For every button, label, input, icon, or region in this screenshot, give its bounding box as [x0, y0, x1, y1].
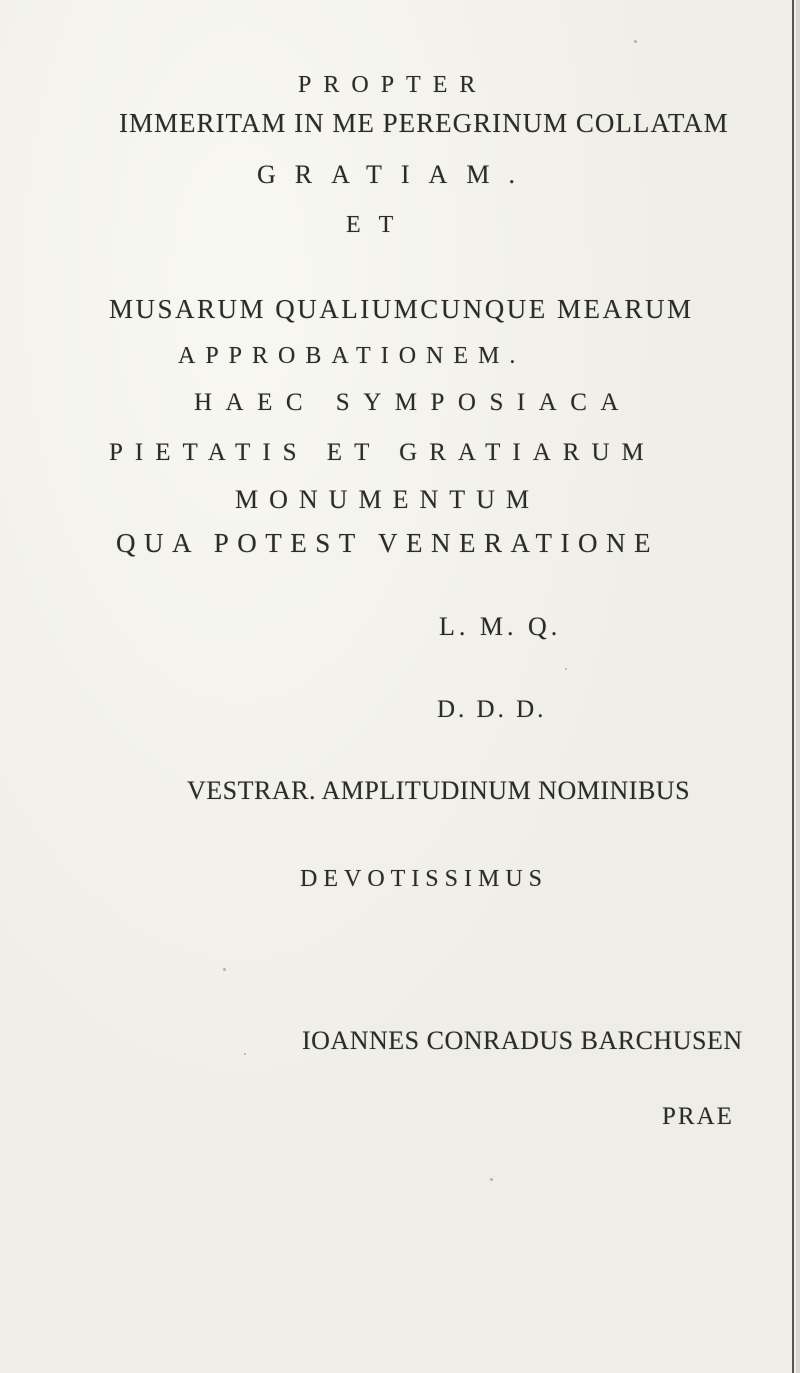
paper-speck — [223, 968, 226, 971]
dedication-line-monumentum: MONUMENTUM — [235, 485, 540, 514]
dedication-line-haec-symposiaca: HAEC SYMPOSIACA — [194, 389, 632, 416]
paper-speck — [634, 40, 637, 43]
page-edge-light — [796, 0, 800, 1373]
paper-speck — [565, 668, 567, 670]
abbreviation-ddd: D. D. D. — [437, 696, 547, 723]
dedication-line-propter: PROPTER — [298, 72, 488, 98]
paper-speck — [490, 1178, 493, 1181]
page-edge-shadow — [792, 0, 794, 1373]
dedication-line-et: ET — [346, 212, 412, 238]
abbreviation-lmq: L. M. Q. — [439, 612, 562, 641]
dedication-line-immeritam: IMMERITAM IN ME PEREGRINUM COLLATAM — [119, 108, 729, 138]
dedication-line-gratiam: GRATIAM. — [257, 160, 534, 189]
catchword: PRAE — [662, 1103, 734, 1130]
paper-speck — [244, 1053, 246, 1055]
dedication-line-pietatis: PIETATIS ET GRATIARUM — [109, 439, 656, 466]
dedication-line-vestrar: VESTRAR. AMPLITUDINUM NOMINIBUS — [187, 776, 691, 805]
dedication-line-veneratione: QUA POTEST VENERATIONE — [116, 528, 660, 558]
dedication-line-approbationem: APPROBATIONEM. — [178, 343, 526, 369]
dedication-line-devotissimus: DEVOTISSIMUS — [300, 866, 549, 892]
author-name: IOANNES CONRADUS BARCHUSEN — [302, 1026, 743, 1055]
dedication-line-musarum: MUSARUM QUALIUMCUNQUE MEARUM — [109, 294, 694, 324]
